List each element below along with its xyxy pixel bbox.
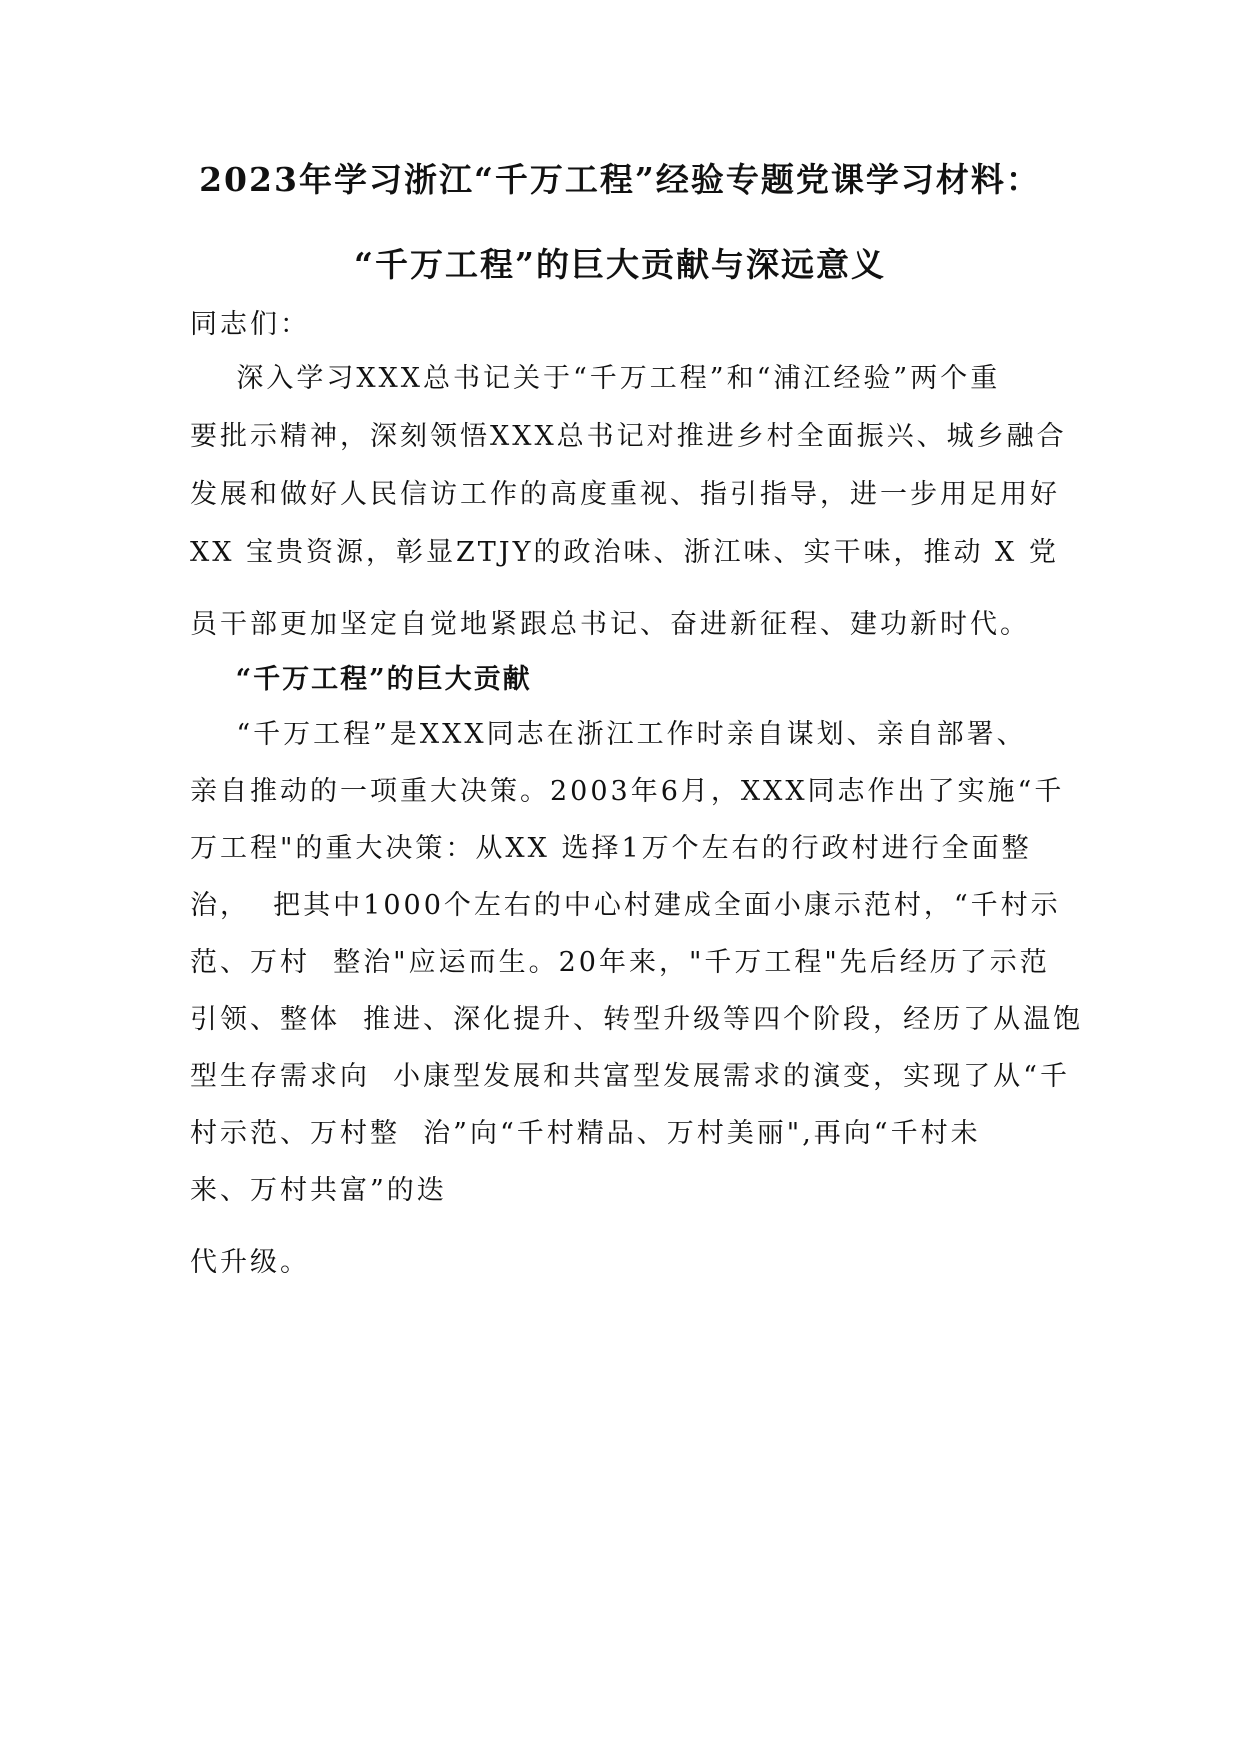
paragraph-1-line-4: XX 宝贵资源，彰显ZTJY的政治味、浙江味、实干味，推动 X 党 xyxy=(190,537,1059,568)
paragraph-2-line-8: 村示范、万村整 治”向“千村精品、万村美丽",再向“千村未 xyxy=(190,1118,981,1149)
paragraph-2-line-7: 型生存需求向 小康型发展和共富型发展需求的演变，实现了从“千 xyxy=(190,1061,1070,1092)
paragraph-2-line-1: “千万工程”是XXX同志在浙江工作时亲自谋划、亲自部署、 xyxy=(190,719,1027,750)
document-title-line-2: “千万工程”的巨大贡献与深远意义 xyxy=(354,245,886,284)
paragraph-1-line-5: 员干部更加坚定自觉地紧跟总书记、奋进新征程、建功新时代。 xyxy=(190,609,1030,640)
paragraph-2-line-9: 来、万村共富”的迭 xyxy=(190,1175,447,1206)
paragraph-2-line-4: 治， 把其中1000个左右的中心村建成全面小康示范村，“千村示 xyxy=(190,890,1061,921)
paragraph-2-line-5: 范、万村 整治"应运而生。20年来，"千万工程"先后经历了示范 xyxy=(190,947,1050,978)
paragraph-2-line-10: 代升级。 xyxy=(190,1247,310,1278)
paragraph-1-line-2: 要批示精神，深刻领悟XXX总书记对推进乡村全面振兴、城乡融合 xyxy=(190,421,1067,452)
document-title-line-1: 2023年学习浙江“千万工程”经验专题党课学习材料： xyxy=(199,160,1041,199)
paragraph-2-line-6: 引领、整体 推进、深化提升、转型升级等四个阶段，经历了从温饱 xyxy=(190,1004,1084,1035)
salutation: 同志们： xyxy=(190,309,310,340)
section-heading: “千万工程”的巨大贡献 xyxy=(190,664,532,695)
paragraph-2-line-3: 万工程"的重大决策：从XX 选择1万个左右的行政村进行全面整 xyxy=(190,833,1032,864)
paragraph-1-line-1: 深入学习XXX总书记关于“千万工程”和“浦江经验”两个重 xyxy=(190,363,1001,394)
paragraph-2-line-2: 亲自推动的一项重大决策。2003年6月，XXX同志作出了实施“千 xyxy=(190,776,1065,807)
paragraph-1-line-3: 发展和做好人民信访工作的高度重视、指引指导，进一步用足用好 xyxy=(190,479,1060,510)
